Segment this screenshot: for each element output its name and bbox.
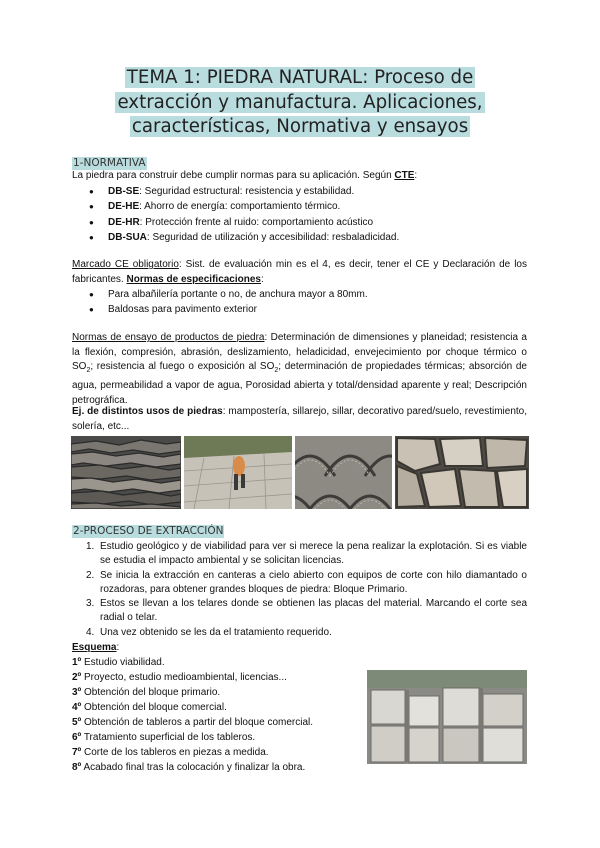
section-heading-normativa: 1-NORMATIVA [73,157,146,169]
paving-photo [184,436,292,509]
step-text: Estudio geológico y de viabilidad para ver si merece la pena realizar la explotación. Si es viable se estudia el impacto ambiental y se solicitan licencias. [100,541,527,567]
intro-colon: : [414,170,418,181]
esquema-num: 4º [72,702,82,713]
paving-image [184,436,292,509]
extraction-steps-list [72,540,527,640]
esquema-text: Estudio viabilidad. [81,657,165,668]
bullet-text: : Seguridad estructural: resistencia y estabilidad. [139,186,355,197]
esquema-item-3 [72,686,220,701]
list-item [72,540,527,569]
bullet-text: : Protección frente al ruido: comportamiento acústico [139,216,374,228]
marcado-ce-paragraph [72,258,527,287]
step-text: Estos se llevan a los telares donde se obtienen las placas del material. Marcando el corte sea radial o telar. [100,598,527,624]
step-number: 3. [86,598,95,610]
ensayo-paragraph [72,331,527,409]
title-line-2: extracción y manufactura. Aplicaciones, [117,91,483,113]
esquema-item-7 [72,746,269,761]
ejemplos-label: Ej. de distintos usos de piedras [72,406,223,417]
esquema-heading [72,641,119,656]
list-item [72,215,527,230]
esquema-num: 7º [72,747,82,758]
subscript: 2 [274,367,279,375]
quarry-photo [367,670,527,764]
esquema-text: Acabado final tras la colocación y finalizar la obra. [81,762,306,773]
ensayo-label: Normas de ensayo de productos de piedra [72,332,265,343]
marcado-text: : Sist. de evaluación min es el 4, es decir, tener el CE y Declaración de los fabricantes. [72,259,527,285]
list-item [72,569,527,598]
ejemplos-text: : mampostería, sillarejo, sillar, decorativo pared/suelo, revestimiento, solería, etc... [72,406,527,432]
list-item [72,199,527,214]
title-line-1: TEMA 1: PIEDRA NATURAL: Proceso de [126,67,474,88]
esquema-item-8 [72,761,305,776]
ensayo-text-3: ; determinación de propiedades térmicas; absorción de agua, permeabilidad a vapor de agua, Porosidad abierta y total/densidad aparente y real; Descripción petrográfica. [72,361,527,406]
stone-wall-image [71,436,181,509]
ejemplos-paragraph [72,405,527,434]
step-text: Una vez obtenido se les da el tratamiento requerido. [100,626,332,638]
bullet-text: : Seguridad de utilización y accesibilidad: resbaladicidad. [146,232,400,244]
esquema-num: 6º [72,732,82,743]
intro-text: La piedra para construir debe cumplir normas para su aplicación. Según [72,170,395,181]
list-item: ● Baldosas para pavimento exterior [72,302,527,317]
esquema-num: 2º [72,672,82,683]
bullet-code: DE-HR [108,216,140,228]
normativa-intro [72,169,527,184]
bullet-text: : Ahorro de energía: comportamiento térmico. [139,201,341,213]
esquema-num: 8º [72,762,82,773]
esquema-text: Obtención del bloque primario. [81,687,221,698]
esquema-text: Tratamiento superficial de los tableros. [81,732,256,743]
cte-bullet-list [72,184,527,246]
mosaic-photo [295,436,392,509]
esquema-item-4 [72,701,227,716]
mosaic-image [295,436,392,509]
step-number: 2. [86,569,95,581]
list-item [72,626,527,640]
esquema-text: Corte de los tableros en piezas a medida. [81,747,269,758]
esquema-item-1 [72,656,165,671]
quarry-blocks-image [367,670,527,764]
bullet-code: DB-SE [108,186,140,197]
document-title [60,66,540,140]
esquema-text: Proyecto, estudio medioambiental, licencias... [81,672,287,683]
esquema-label: Esquema [72,642,117,653]
esquema-num: 3º [72,687,82,698]
list-item: ● Para albañilería portante o no, de anchura mayor a 80mm. [72,287,527,302]
list-item [72,230,527,245]
list-item [72,184,527,199]
esquema-item-6 [72,731,255,746]
bullet-code: DE-HE [108,201,140,213]
title-line-3: características, Normativa y ensayos [131,116,469,137]
spec-bullet-list [72,287,527,318]
esquema-item-5 [72,716,313,731]
step-number: 1. [86,541,95,552]
esquema-num: 1º [72,657,82,668]
normas-colon: : [261,273,264,285]
step-text: Se inicia la extracción en canteras a cielo abierto con equipos de corte con hilo diamantado o rozadoras, para obtener grandes bloques de piedra: Bloque Primario. [100,569,527,595]
step-number: 4. [86,626,95,638]
stone-pavement-image [395,436,529,509]
subscript: 2 [86,367,91,375]
esquema-colon: : [116,642,120,653]
marcado-label: Marcado CE obligatorio [72,259,179,270]
esquema-text: Obtención de tableros a partir del bloque comercial. [81,717,314,728]
stone-pavement-photo [395,436,529,509]
esquema-num: 5º [72,717,82,728]
bullet-code: DB-SUA [108,232,147,244]
ensayo-text-1: : Determinación de dimensiones y planeidad; resistencia a la flexión, compresión, abrasión, deslizamiento, heladicidad, envejecimiento por choque térmico o SO [72,332,527,373]
stone-wall-photo [71,436,181,509]
cte-label: CTE [394,170,415,181]
list-item [72,597,527,626]
esquema-text: Obtención del bloque comercial. [81,702,227,713]
ensayo-text-2: ; resistencia al fuego o exposición al SO [90,361,275,373]
esquema-item-2 [72,671,287,686]
section-heading-extraccion: 2-PROCESO DE EXTRACCIÓN [73,525,224,537]
normas-spec-label: Normas de especificaciones [126,273,261,285]
